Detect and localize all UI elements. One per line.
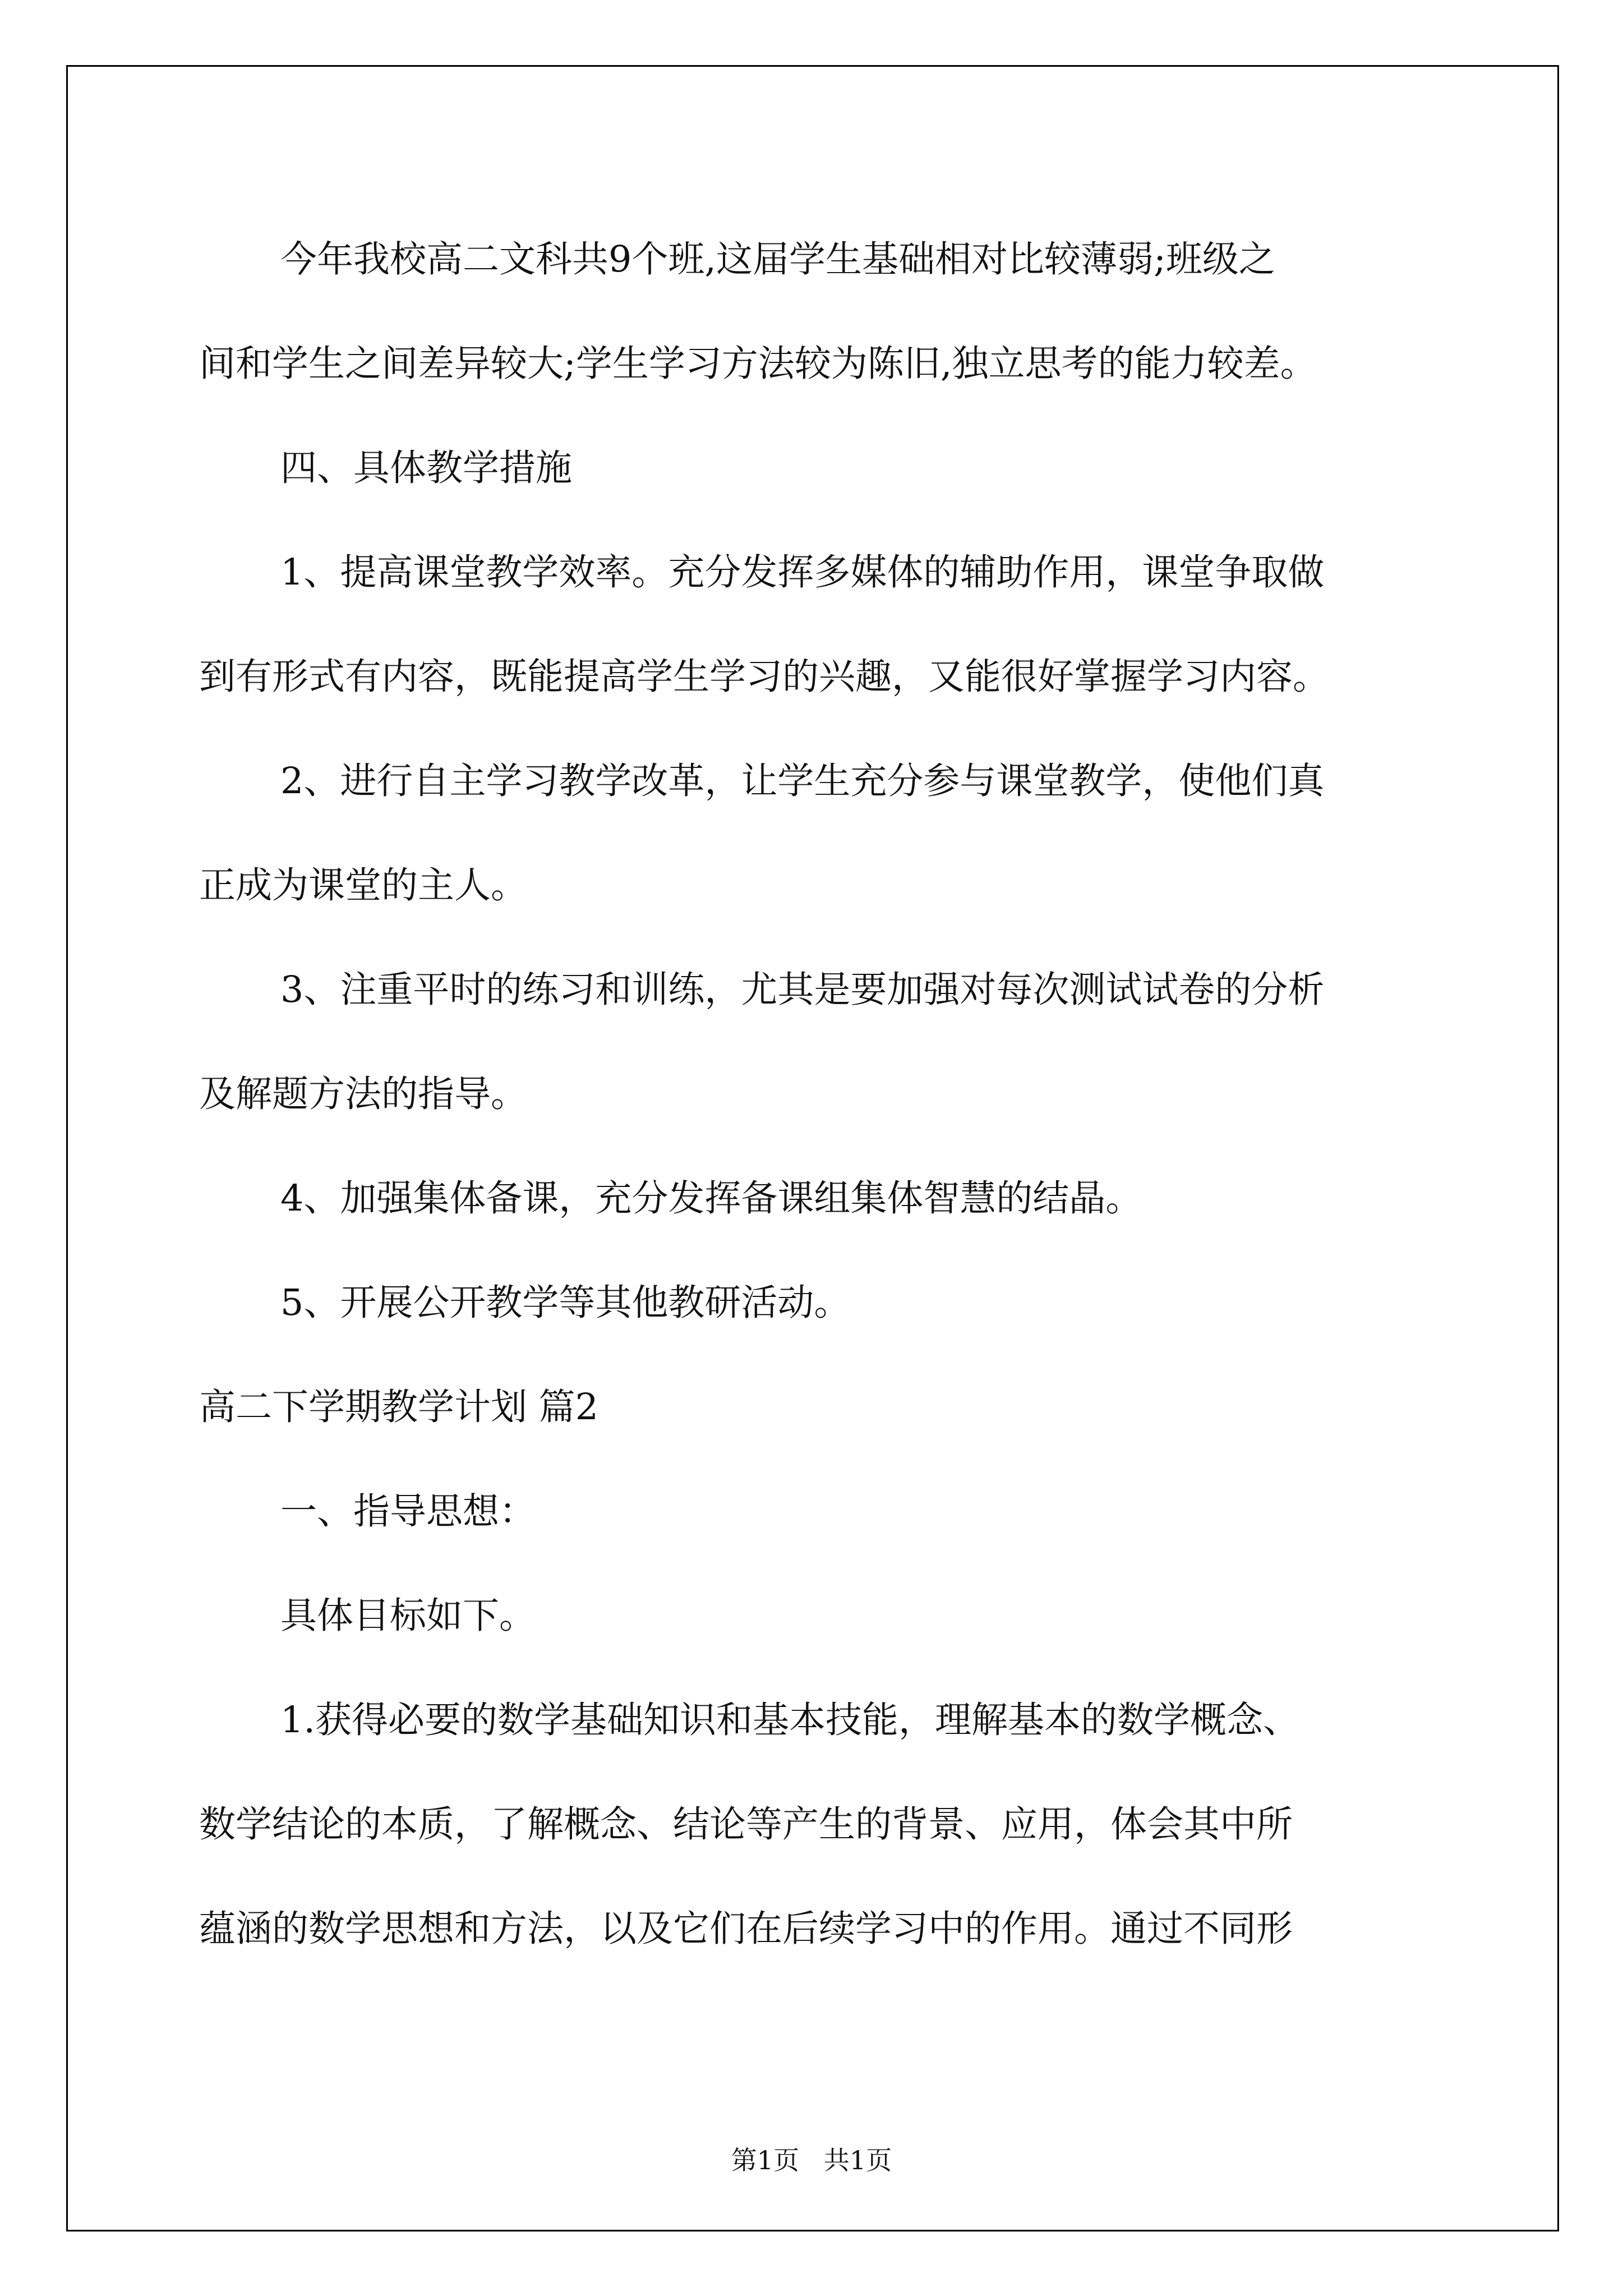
- text-line: 1、提高课堂教学效率。充分发挥多媒体的辅助作用，课堂争取做: [280, 551, 1325, 593]
- document-title: 高二下学期教学计划 篇2: [199, 1386, 599, 1428]
- text-line: 3、注重平时的练习和训练，尤其是要加强对每次测试试卷的分析: [280, 969, 1325, 1011]
- text-line: 4、加强集体备课，充分发挥备课组集体智慧的结晶。: [280, 1177, 1142, 1220]
- text-line: 1.获得必要的数学基础知识和基本技能，理解基本的数学概念、: [280, 1699, 1300, 1741]
- text-line: 及解题方法的指导。: [199, 1073, 528, 1115]
- section-heading: 一、指导思想：: [280, 1490, 536, 1533]
- section-heading: 四、具体教学措施: [280, 447, 573, 489]
- text-line: 间和学生之间差异较大;学生学习方法较为陈旧,独立思考的能力较差。: [199, 343, 1317, 385]
- page-footer: 第1页 共1页: [731, 2145, 892, 2175]
- document-body: [199, 208, 1489, 1981]
- text-line: 蕴涵的数学思想和方法，以及它们在后续学习中的作用。通过不同形: [199, 1908, 1293, 1950]
- text-line: 今年我校高二文科共9个班,这届学生基础相对比较薄弱;班级之: [280, 238, 1275, 280]
- text-line: 2、进行自主学习教学改革，让学生充分参与课堂教学，使他们真: [280, 760, 1325, 802]
- text-line: 正成为课堂的主人。: [199, 864, 528, 907]
- text-line: 5、开展公开教学等其他教研活动。: [280, 1282, 851, 1324]
- text-line: 数学结论的本质，了解概念、结论等产生的背景、应用，体会其中所: [199, 1803, 1293, 1846]
- text-line: 具体目标如下。: [280, 1595, 536, 1637]
- text-line: 到有形式有内容，既能提高学生学习的兴趣，又能很好掌握学习内容。: [199, 656, 1330, 698]
